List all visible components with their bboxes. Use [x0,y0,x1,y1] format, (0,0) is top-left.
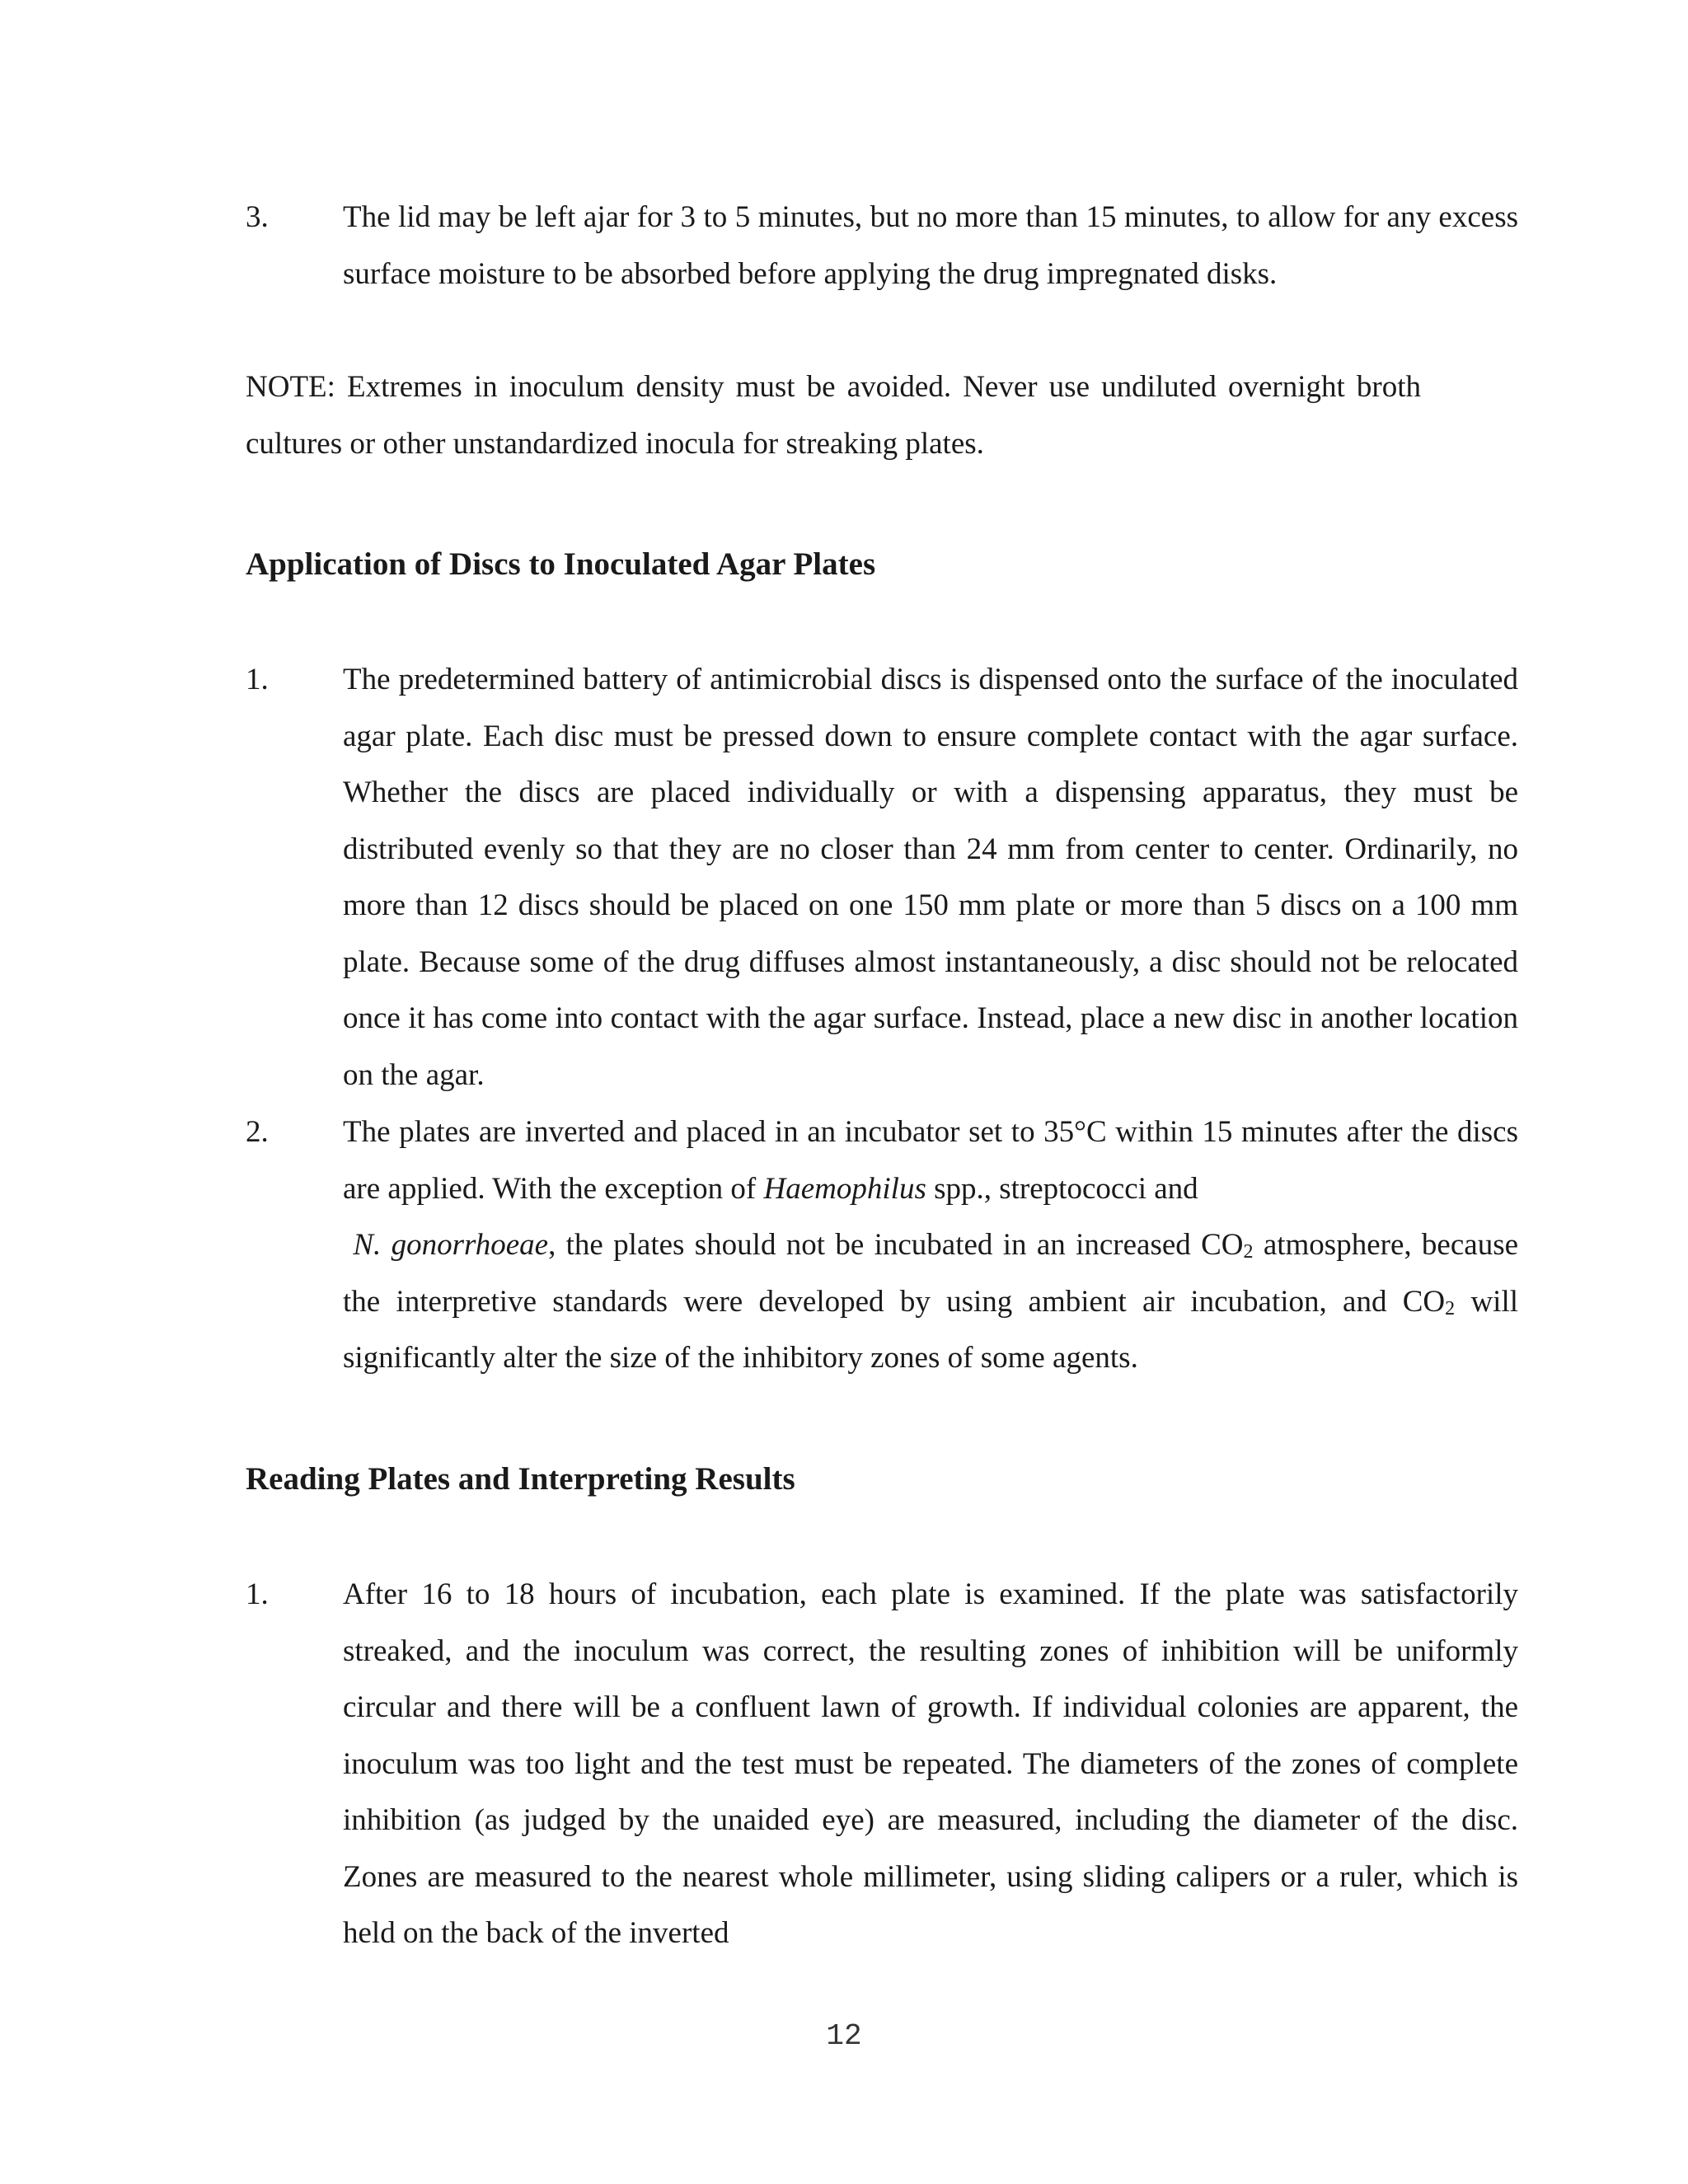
list-number: 1. [246,663,269,696]
list-item-text [343,1104,1518,1387]
section-heading-reading: Reading Plates and Interpreting Results [246,1461,795,1497]
list-number: 2. [246,1115,269,1149]
text-run: atmosphere, because the interpretive standards were developed by using ambient air incubation, and CO [343,1228,1519,1319]
note-paragraph: NOTE: Extremes in inoculum density must be avoided. Never use undiluted overnight broth cultures or other unstandardized inocula for streaking plates. [246,370,1421,461]
section-heading-application: Application of Discs to Inoculated Agar Plates [246,546,876,582]
list-item-text: After 16 to 18 hours of incubation, each plate is examined. If the plate was satisfactorily streaked, and the inoculum was correct, the resulting zones of inhibition will be uniformly circular and there will be a confluent lawn of growth. If individual colonies are apparent, the inoculum was too light and the test must be repeated. The diameters of the zones of complete inhibition (as judged by the unaided eye) are measured, including the diameter of the disc. Zones are measured to the nearest whole millimeter, using sliding calipers or a ruler, which is held on the back of the inverted [343,1577,1518,1950]
list-number: 1. [246,1577,269,1611]
page-number: 12 [826,2019,862,2053]
text-run: , the plates should not be incubated in an increased CO [548,1228,1244,1262]
list-item-text: The lid may be left ajar for 3 to 5 minutes, but no more than 15 minutes, to allow for any excess surface moisture to be absorbed before applying the drug impregnated disks. [343,200,1518,291]
text-run: spp., streptococci and [926,1171,1198,1206]
list-number: 3. [246,200,269,234]
list-item-1 [246,652,1518,1104]
genus-name: Haemophilus [763,1171,926,1206]
list-item-text: The predetermined battery of antimicrobial discs is dispensed onto the surface of the inoculated agar plate. Each disc must be pressed down to ensure complete contact with the agar surface. Whether the discs are placed individually or with a dispensing apparatus, they must be distributed evenly so that they are no closer than 24 mm from center to center. Ordinarily, no more than 12 discs should be placed on one 150 mm plate or more than 5 discs on a 100 mm plate. Because some of the drug diffuses almost instantaneously, a disc should not be relocated once it has come into contact with the agar surface. Instead, place a new disc in another location on the agar. [343,663,1518,1092]
list-item-3 [246,190,1518,302]
list-item-2 [246,1104,1518,1387]
subscript: 2 [1243,1241,1254,1263]
list-item-1 [246,1567,1518,1962]
species-name: N. gonorrhoeae [353,1228,549,1262]
text-run: The plates are inverted and placed in an incubator set to 35°C within 15 minutes after the discs are applied. With the exception of [343,1115,1518,1206]
text-run: will significantly alter the size of the inhibitory zones of some agents. [343,1284,1518,1375]
subscript: 2 [1445,1297,1456,1319]
